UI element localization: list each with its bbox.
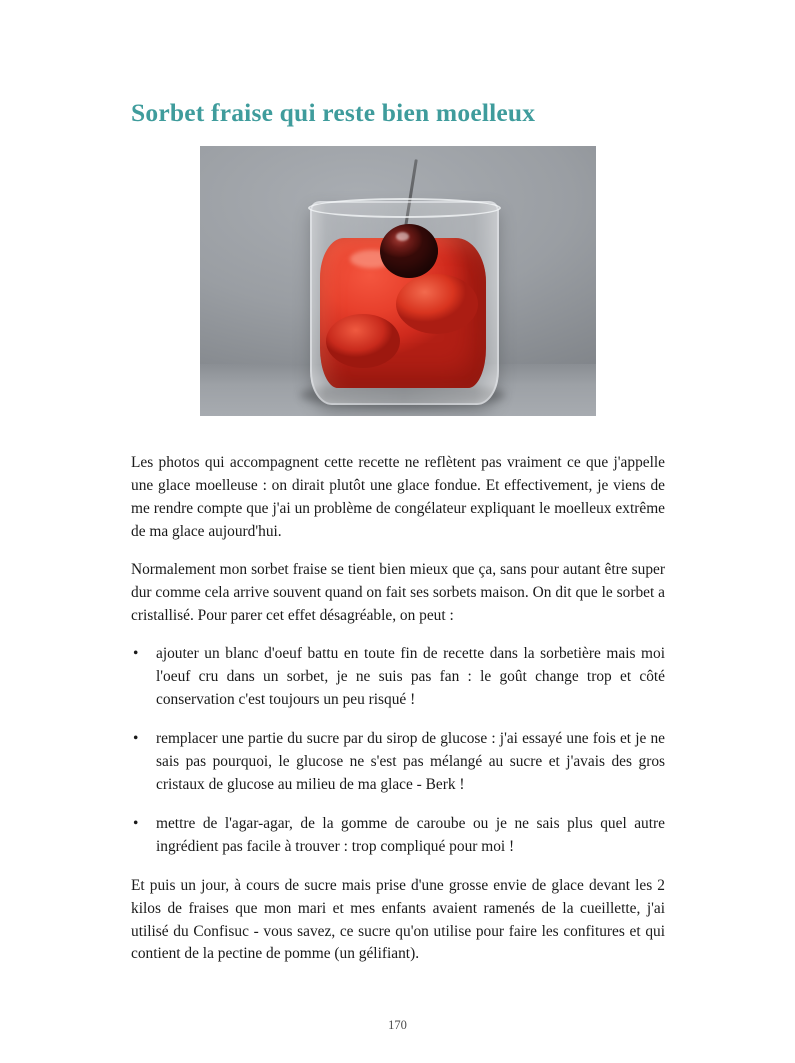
page-content — [131, 0, 665, 981]
bullet-marker-icon: • — [133, 729, 139, 747]
tips-list — [131, 643, 665, 859]
list-item — [131, 643, 665, 712]
page-number: 170 — [388, 1018, 407, 1032]
figure-container — [131, 146, 665, 416]
sorbet-lobe-right — [396, 274, 478, 334]
bullet-marker-icon: • — [133, 644, 139, 662]
list-item-text: mettre de l'agar-agar, de la gomme de caroube ou je ne sais plus quel autre ingrédient pas facile à trouver : trop compliqué pour moi ! — [156, 814, 665, 855]
list-item-text: remplacer une partie du sucre par du sirop de glucose : j'ai essayé une fois et je ne sais pas pourquoi, le glucose ne s'est pas mélangé au sucre et j'avais des gros cristaux de glucose au milieu de ma glace - Berk ! — [156, 729, 665, 793]
paragraph-intro: Les photos qui accompagnent cette recette ne reflètent pas vraiment ce que j'appelle une glace moelleuse : on dirait plutôt une glace fondue. Et effectivement, je viens de me rendre compte que j'ai un problème de congélateur expliquant le moelleux extrême de ma glace aujourd'hui. — [131, 454, 665, 541]
cherry — [380, 224, 438, 278]
photo-sorbet-fraise-verre — [200, 146, 596, 416]
bullet-marker-icon: • — [133, 814, 139, 832]
paragraph-crystallisation: Normalement mon sorbet fraise se tient bien mieux que ça, sans pour autant être super dur comme cela arrive souvent quand on fait ses sorbets maison. On dit que le sorbet a cristallisé. Pour parer cet effet désagréable, on peut : — [131, 561, 665, 625]
list-item-text: ajouter un blanc d'oeuf battu en toute fin de recette dans la sorbetière mais moi l'oeuf cru dans un sorbet, je ne suis pas fan : le goût change trop et côté conservation c'est toujours un peu risqué ! — [156, 644, 665, 708]
list-item — [131, 813, 665, 859]
sorbet-lobe-left — [326, 314, 400, 368]
list-item — [131, 728, 665, 797]
page-title: Sorbet fraise qui reste bien moelleux — [131, 98, 536, 127]
paragraph-confisuc: Et puis un jour, à cours de sucre mais prise d'une grosse envie de glace devant les 2 kilos de fraises que mon mari et mes enfants avaient ramenés de la cueillette, j'ai utilisé du Confisuc - vous savez, ce sucre qu'on utilise pour faire les confitures et qui contient de la pectine de pomme (un gélifiant). — [131, 876, 665, 963]
